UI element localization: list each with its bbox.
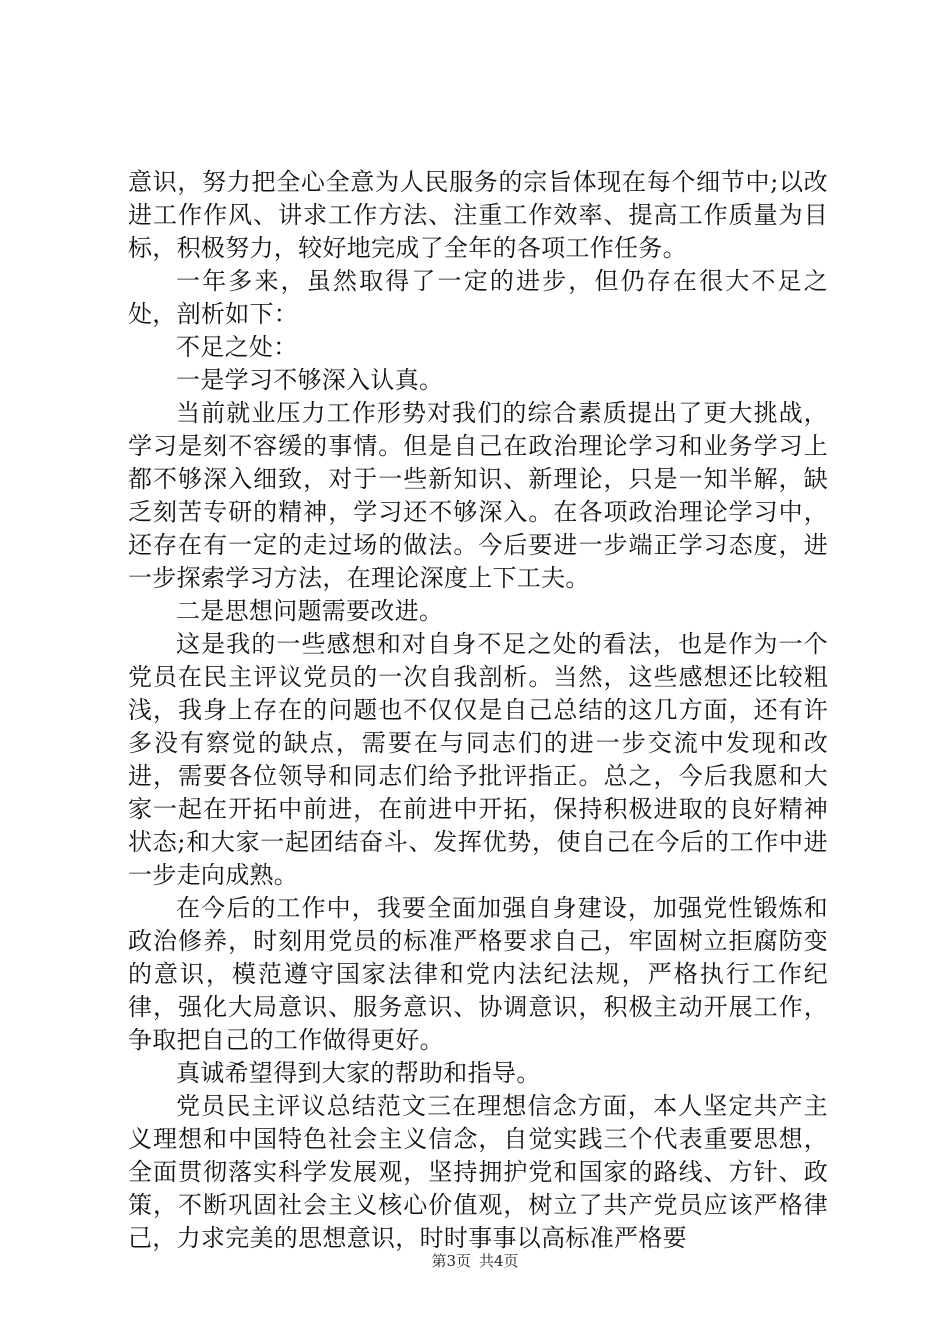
paragraph-8: 在今后的工作中，我要全面加强自身建设，加强党性锻炼和政治修养，时刻用党员的标准严格要求自己，牢固树立拒腐防变的意识，模范遵守国家法律和党内法纪法规，严格执行工作纪律，强化大局意识、服务意识、协调意识，积极主动开展工作，争取把自己的工作做得更好。 (128, 894, 828, 1054)
document-body (128, 166, 828, 1255)
paragraph-2: 一年多来，虽然取得了一定的进步，但仍存在很大不足之处，剖析如下： (128, 267, 828, 328)
paragraph-6: 二是思想问题需要改进。 (176, 597, 444, 625)
paragraph-5: 当前就业压力工作形势对我们的综合素质提出了更大挑战，学习是刻不容缓的事情。但是自己在政治理论学习和业务学习上都不够深入细致，对于一些新知识、新理论，只是一知半解，缺乏刻苦专研的精神，学习还不够深入。在各项政治理论学习中，还存在有一定的走过场的做法。今后要进一步端正学习态度，进一步探索学习方法，在理论深度上下工夫。 (128, 399, 828, 592)
page-number: 第3页 (431, 1252, 471, 1270)
paragraph-1: 意识，努力把全心全意为人民服务的宗旨体现在每个细节中;以改进工作作风、讲求工作方法、注重工作效率、提高工作质量为目标，积极努力，较好地完成了全年的各项工作任务。 (128, 168, 828, 262)
paragraph-3: 不足之处： (176, 333, 298, 361)
paragraph-9: 真诚希望得到大家的帮助和指导。 (176, 1059, 541, 1087)
paragraph-4: 一是学习不够深入认真。 (176, 366, 444, 394)
paragraph-7: 这是我的一些感想和对自身不足之处的看法，也是作为一个党员在民主评议党员的一次自我剖析。当然，这些感想还比较粗浅，我身上存在的问题也不仅仅是自己总结的这几方面，还有许多没有察觉的缺点，需要在与同志们的进一步交流中发现和改进，需要各位领导和同志们给予批评指正。总之，今后我愿和大家一起在开拓中前进，在前进中开拓，保持积极进取的良好精神状态;和大家一起团结奋斗、发挥优势，使自己在今后的工作中进一步走向成熟。 (128, 630, 828, 889)
page-total: 共4页 (479, 1252, 519, 1270)
paragraph-10: 党员民主评议总结范文三在理想信念方面，本人坚定共产主义理想和中国特色社会主义信念，自觉实践三个代表重要思想，全面贯彻落实科学发展观，坚持拥护党和国家的路线、方针、政策，不断巩固社会主义核心价值观，树立了共产党员应该严格律己，力求完美的思想意识，时时事事以高标准严格要 (128, 1092, 828, 1252)
page-footer (0, 1250, 950, 1271)
